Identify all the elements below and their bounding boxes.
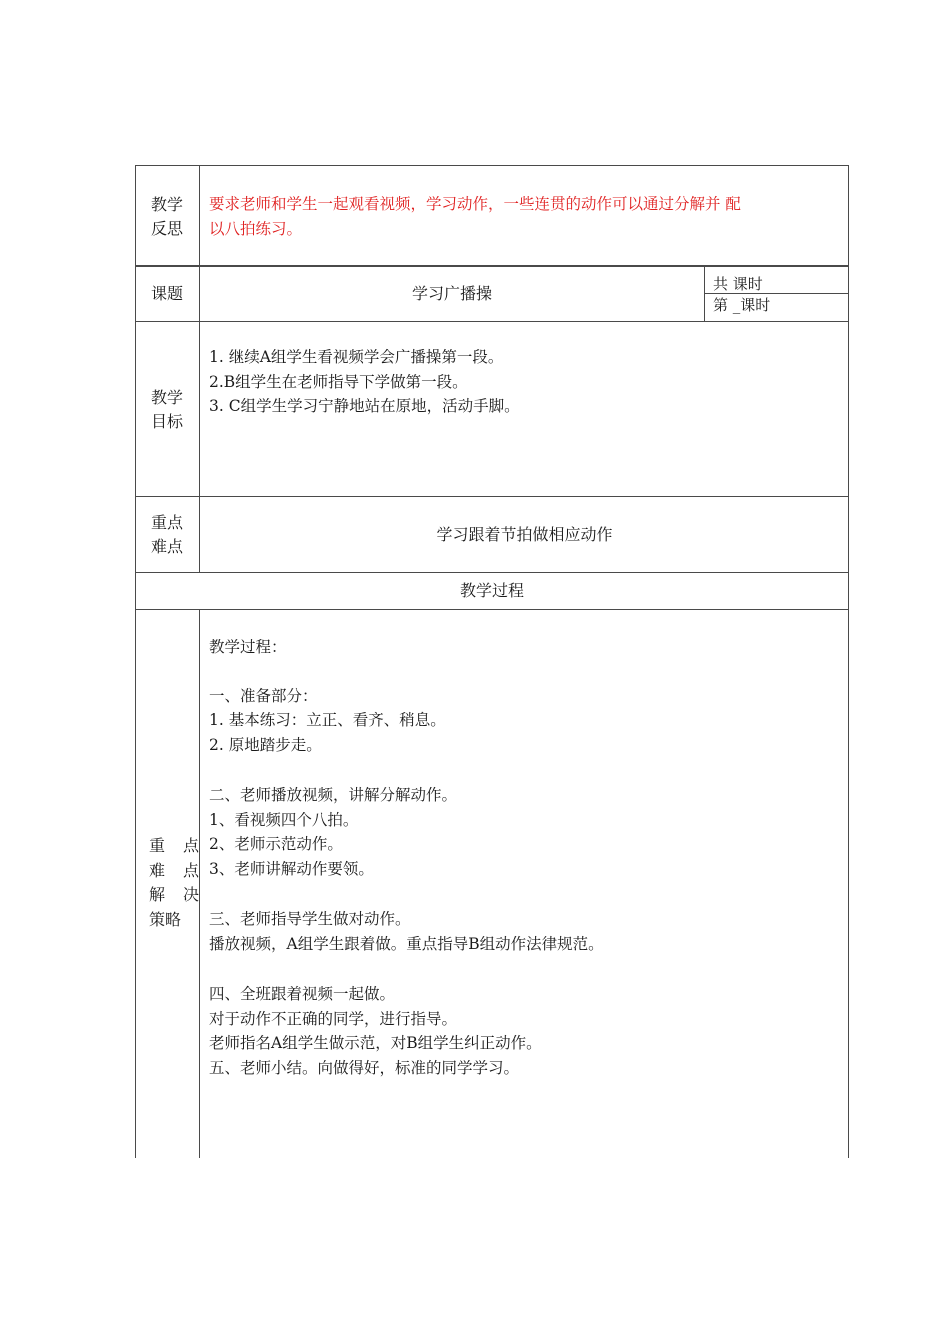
strategy-content xyxy=(209,635,604,1080)
keypoints-label xyxy=(135,511,199,559)
strategy-label-row: 解 决 xyxy=(149,885,199,904)
objectives-label xyxy=(135,386,199,434)
objectives-list xyxy=(209,345,520,419)
section-line: 老师指名A组学生做示范，对B组学生纠正动作。 xyxy=(209,1034,542,1052)
section-line: 播放视频，A组学生跟着做。重点指导B组动作法律规范。 xyxy=(209,934,604,953)
keypoints-label-line1: 重点 xyxy=(150,513,183,532)
process-header: 教学过程 xyxy=(459,581,524,600)
section-line: 2. 原地踏步走。 xyxy=(209,735,322,754)
lesson-plan-table xyxy=(135,165,849,1158)
keypoints-label-line2: 难点 xyxy=(150,537,183,556)
section-heading: 一、准备部分： xyxy=(209,686,318,705)
section-heading: 四、全班跟着视频一起做。 xyxy=(209,985,396,1003)
divider-process-strategy xyxy=(135,609,849,610)
border-right xyxy=(848,165,849,1158)
reflection-label-line2: 反思 xyxy=(150,219,183,238)
section-line: 1、看视频四个八拍。 xyxy=(209,810,359,829)
section-line: 五、老师小结。向做得好，标准的同学学习。 xyxy=(209,1058,520,1077)
objective-item: 3. C组学生学习宁静地站在原地，活动手脚。 xyxy=(209,397,520,415)
border-top xyxy=(135,165,849,166)
divider-topic-objectives xyxy=(135,321,849,322)
strategy-label-row: 策略 xyxy=(149,909,182,929)
reflection-label xyxy=(135,193,199,241)
section-line: 3、老师讲解动作要领。 xyxy=(209,859,374,878)
topic-label: 课题 xyxy=(150,284,183,303)
section-line: 1. 基本练习：立正、看齐、稍息。 xyxy=(209,711,446,729)
process-intro: 教学过程： xyxy=(209,638,287,656)
topic-title: 学习广播操 xyxy=(411,284,492,303)
hours-total: 共 课时 xyxy=(713,275,763,293)
objective-item: 1. 继续A组学生看视频学会广播操第一段。 xyxy=(209,348,504,366)
divider-hours-vertical xyxy=(704,267,705,321)
section-line: 对于动作不正确的同学，进行指导。 xyxy=(209,1009,458,1028)
reflection-text-line2: 以八拍练习。 xyxy=(209,219,303,238)
objective-item: 2.B组学生在老师指导下学做第一段。 xyxy=(209,372,468,391)
objectives-label-line2: 目标 xyxy=(150,412,183,431)
reflection-label-line1: 教学 xyxy=(150,195,183,214)
strategy-label-row: 难 点 xyxy=(149,860,199,880)
reflection-text xyxy=(209,192,741,241)
section-line: 2、老师示范动作。 xyxy=(209,835,343,853)
section-heading: 二、老师播放视频，讲解分解动作。 xyxy=(209,786,458,804)
reflection-text-line1: 要求老师和学生一起观看视频，学习动作，一些连贯的动作可以通过分解并 配 xyxy=(209,195,741,213)
keypoints-text: 学习跟着节拍做相应动作 xyxy=(436,524,613,544)
strategy-label-row: 重 点 xyxy=(149,836,199,855)
divider-label-column-bottom xyxy=(199,609,200,1158)
strategy-label xyxy=(149,834,199,932)
objectives-label-line1: 教学 xyxy=(150,388,183,407)
hours-index: 第 _课时 xyxy=(713,296,771,314)
section-heading: 三、老师指导学生做对动作。 xyxy=(209,910,411,928)
